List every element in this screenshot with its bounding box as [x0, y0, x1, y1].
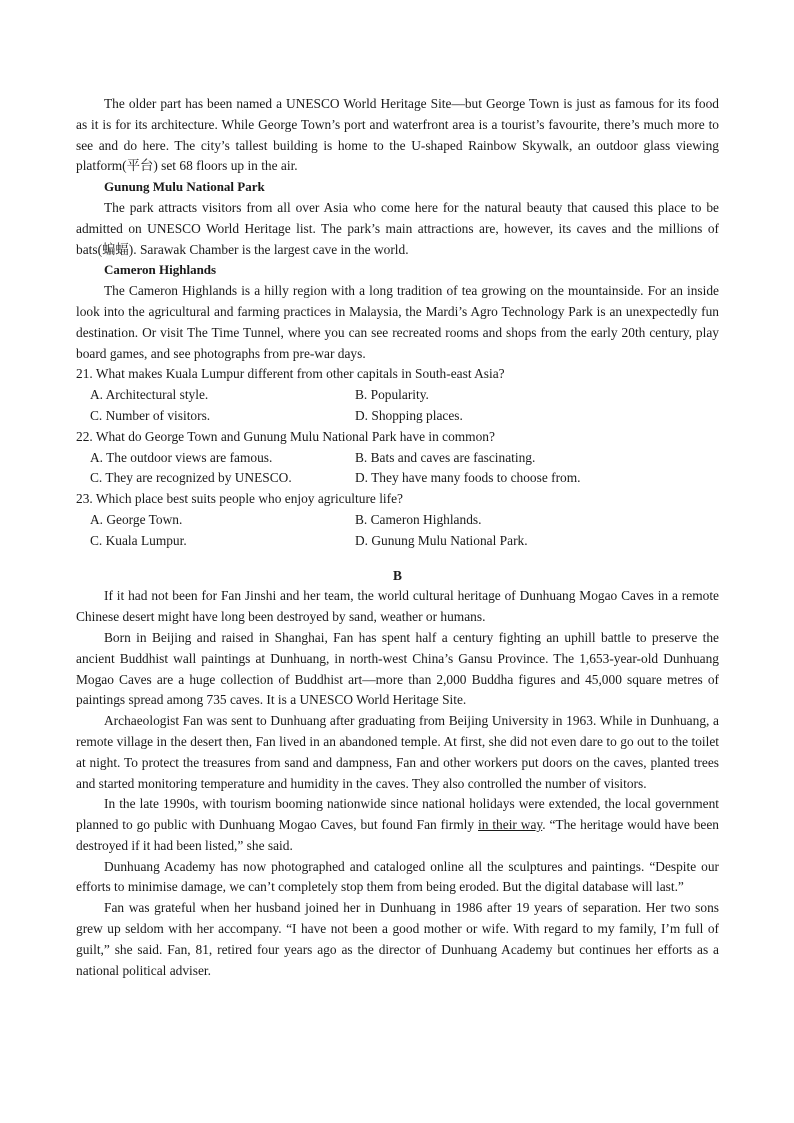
paragraph: If it had not been for Fan Jinshi and her team, the world cultural heritage of Dunhuang Mogao Caves in a remote Chinese desert might have long been destroyed by sand, weather or humans.: [76, 588, 719, 625]
question-21: [76, 364, 719, 426]
paragraph: Born in Beijing and raised in Shanghai, Fan has spent half a century fighting an uphill battle to preserve the ancient Buddhist wall paintings at Dunhuang, in north-west China’s Gansu Province. The 1,653-year-old Dunhuang Mogao Caves are a huge collection of Buddhist art—more than 2,000 Buddha figures and 45,000 square metres of paintings spread among 735 caves. It is a UNESCO World Heritage Site.: [76, 629, 719, 708]
option-d: D. Gunung Mulu National Park.: [355, 532, 528, 548]
option-b: B. Popularity.: [355, 387, 429, 403]
paragraph: [76, 794, 719, 856]
section-heading: Gunung Mulu National Park: [104, 179, 265, 195]
option-c: C. Number of visitors.: [90, 407, 211, 423]
underlined-phrase: in their way: [478, 817, 543, 833]
options-row: [76, 468, 719, 489]
paragraph: Dunhuang Academy has now photographed and cataloged online all the sculptures and paintings. “Despite our efforts to minimise damage, we can’t completely stop them from being eroded. But the digital database will last.”: [76, 858, 719, 895]
document-page: [76, 94, 719, 981]
option-c: C. Kuala Lumpur.: [90, 532, 187, 548]
option-c: C. They are recognized by UNESCO.: [90, 470, 292, 486]
paragraph: The park attracts visitors from all over Asia who come here for the natural beauty that caused this place to be admitted on UNESCO World Heritage list. The park’s main attractions are, however, its caves and the millions of bats(蝙蝠). Sarawak Chamber is the largest cave in the world.: [76, 199, 719, 257]
question-stem: 21. What makes Kuala Lumpur different from other capitals in South-east Asia?: [76, 366, 505, 382]
question-22: [76, 427, 719, 489]
option-d: D. Shopping places.: [355, 407, 463, 423]
section-label: B: [393, 567, 402, 583]
question-23: [76, 489, 719, 551]
option-a: A. Architectural style.: [90, 387, 209, 403]
paragraph: Archaeologist Fan was sent to Dunhuang after graduating from Beijing University in 1963. While in Dunhuang, a remote village in the desert then, Fan lived in an abandoned temple. At first, she did not even dare to go out to the toilet at night. To protect the treasures from sand and dampness, Fan and other workers put doors on the caves, planted trees and started monitoring temperature and humidity in the caves. They also controlled the number of visitors.: [76, 713, 719, 791]
paragraph: Fan was grateful when her husband joined her in Dunhuang in 1986 after 19 years of separation. Her two sons grew up seldom with her accompany. “I have not been a good mother or wife. With regard to my family, I’m full of guilt,” she said. Fan, 81, retired four years ago as the director of Dunhuang Academy but continues her efforts as a national political adviser.: [76, 900, 719, 978]
text-span: In the late 1990s, with tourism booming nationwide since national holidays were extended, the local government planned to go public with Dunhuang Mogao Caves, but found Fan firmly: [76, 796, 719, 833]
options-row: [76, 406, 719, 427]
option-b: B. Bats and caves are fascinating.: [355, 449, 536, 465]
options-row: [76, 531, 719, 552]
text-span: . “The heritage would have been destroyed if it had been listed,” she said.: [76, 817, 719, 853]
option-a: A. George Town.: [90, 511, 183, 527]
options-row: [76, 385, 719, 406]
question-stem: 22. What do George Town and Gunung Mulu National Park have in common?: [76, 428, 495, 444]
paragraph: The older part has been named a UNESCO World Heritage Site—but George Town is just as famous for its food as it is for its architecture. While George Town’s port and waterfront area is a tourist’s favourite, there’s much more to see and do here. The city’s tallest building is home to the U-shaped Rainbow Skywalk, an outdoor glass viewing platform(平台) set 68 floors up in the air.: [76, 96, 719, 174]
option-a: A. The outdoor views are famous.: [90, 449, 273, 465]
options-row: [76, 510, 719, 531]
section-heading: Cameron Highlands: [104, 262, 217, 278]
question-stem: 23. Which place best suits people who enjoy agriculture life?: [76, 491, 403, 507]
option-d: D. They have many foods to choose from.: [355, 470, 581, 486]
options-row: [76, 448, 719, 469]
option-b: B. Cameron Highlands.: [355, 511, 482, 527]
paragraph: The Cameron Highlands is a hilly region with a long tradition of tea growing on the mountainside. For an inside look into the agricultural and farming practices in Malaysia, the Mardi’s Agro Technology Park is an unexpectedly fun destination. Or visit The Time Tunnel, where you can see recreated rooms and shops from the early 20th century, play board games, and see photographs from pre-war days.: [76, 283, 719, 361]
